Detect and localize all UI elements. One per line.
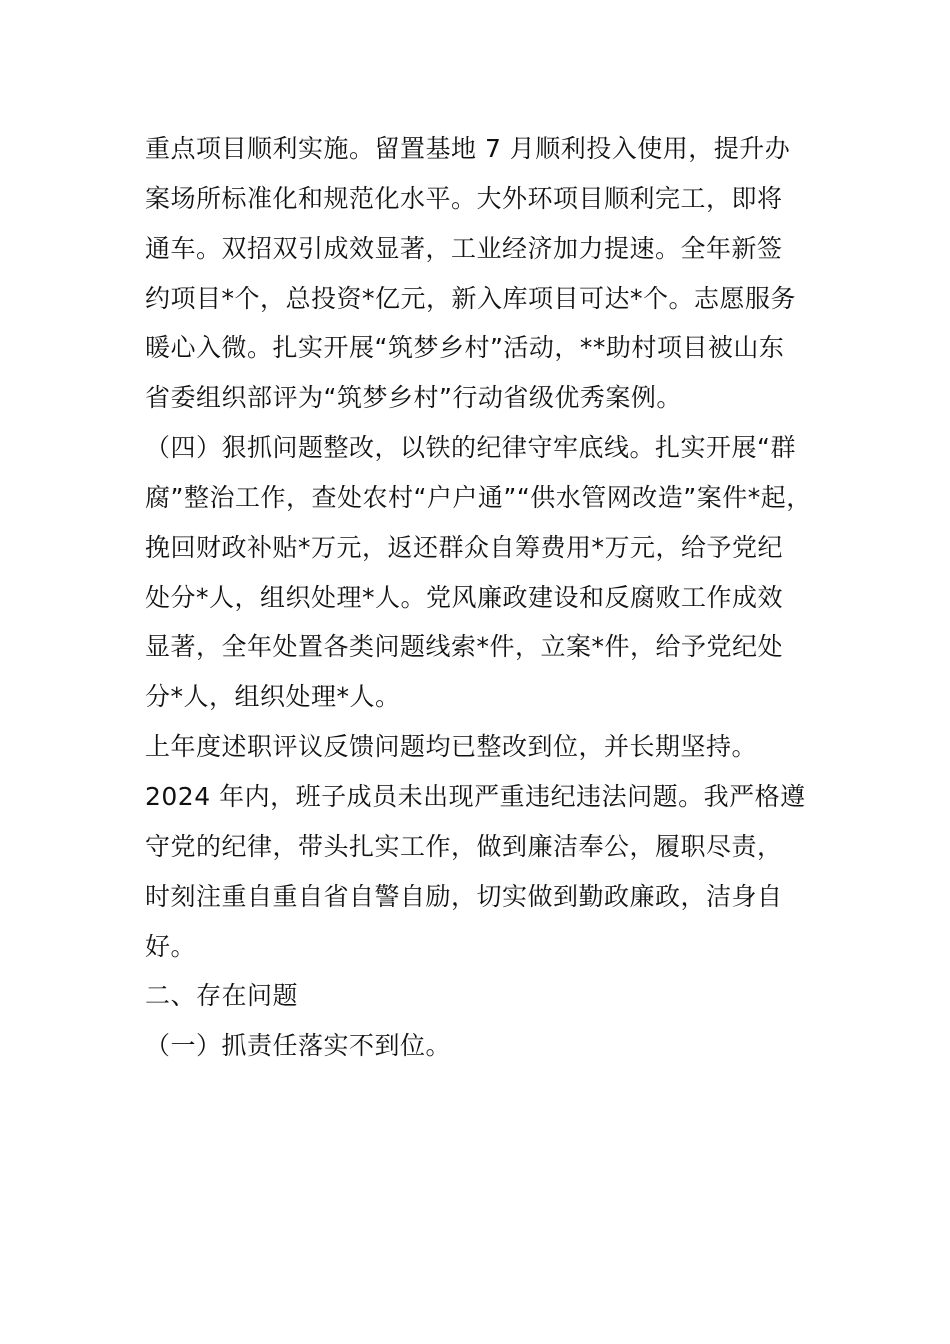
text-line: 显著，全年处置各类问题线索*件，立案*件，给予党纪处 <box>145 632 784 662</box>
text-line: 腐”整治工作，查处农村“户户通”“供水管网改造”案件*起， <box>145 482 812 512</box>
text-line: 挽回财政补贴*万元，返还群众自筹费用*万元，给予党纪 <box>145 532 784 562</box>
text-line: 守党的纪律，带头扎实工作，做到廉洁奉公，履职尽责， <box>145 831 783 861</box>
text-line: 重点项目顺利实施。留置基地 7 月顺利投入使用，提升办 <box>145 134 791 163</box>
text-line: 约项目*个，总投资*亿元，新入库项目可达*个。志愿服务 <box>145 283 797 313</box>
text-line: 时刻注重自重自省自警自励，切实做到勤政廉政，洁身自 <box>145 881 783 911</box>
text-line: 通车。双招双引成效显著，工业经济加力提速。全年新签 <box>145 233 783 263</box>
text-line: 好。 <box>145 931 197 961</box>
text-line: 省委组织部评为“筑梦乡村”行动省级优秀案例。 <box>145 383 682 413</box>
text-line: 处分*人，组织处理*人。党风廉政建设和反腐败工作成效 <box>145 582 784 612</box>
text-line: 分*人，组织处理*人。 <box>145 682 401 712</box>
text-line: 2024 年内，班子成员未出现严重违纪违法问题。我严格遵 <box>145 781 806 811</box>
section-heading-line: （四）狠抓问题整改，以铁的纪律守牢底线。扎实开展“群 <box>145 433 796 463</box>
subsection-heading: （一）抓责任落实不到位。 <box>145 1031 452 1061</box>
text-line: 案场所标准化和规范化水平。大外环项目顺利完工，即将 <box>145 183 783 213</box>
body-text <box>145 124 845 1071</box>
section-heading: 二、存在问题 <box>145 981 299 1011</box>
text-line: 暖心入微。扎实开展“筑梦乡村”活动，**助村项目被山东 <box>145 333 785 363</box>
text-line: 上年度述职评议反馈问题均已整改到位，并长期坚持。 <box>145 732 758 762</box>
